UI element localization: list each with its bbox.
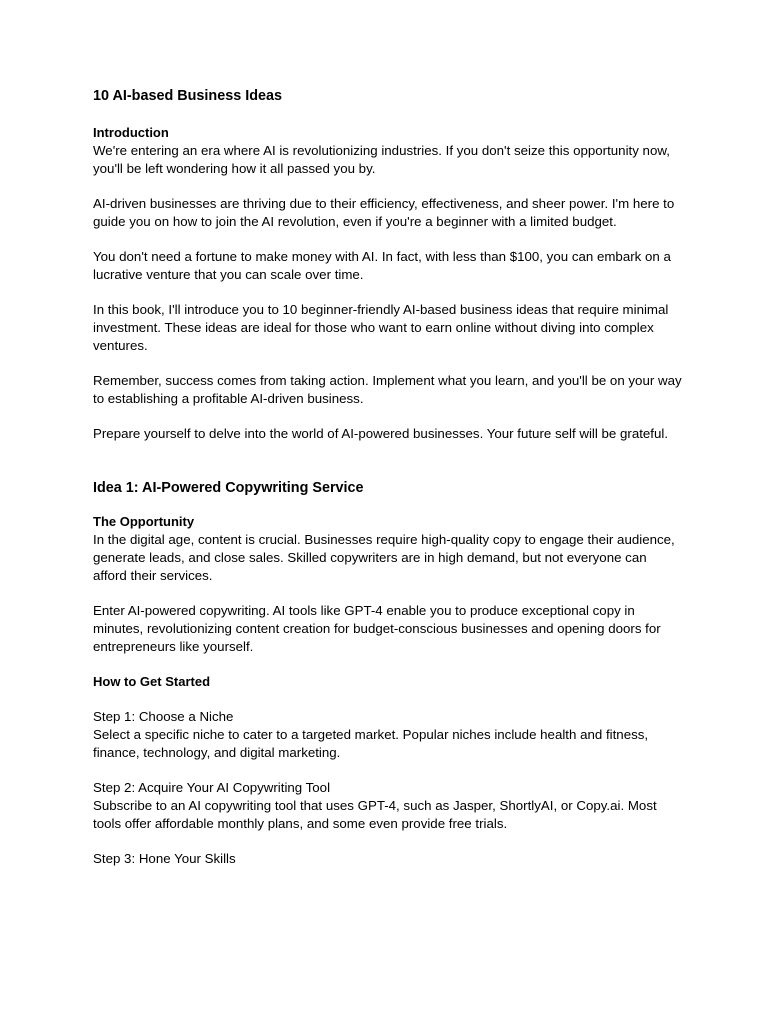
document-content — [93, 86, 683, 868]
opportunity-paragraph-1: In the digital age, content is crucial. Businesses require high-quality copy to engage their audience, generate leads, and close sales. Skilled copywriters are in high demand, but not everyone can afford their services. — [93, 532, 675, 583]
idea-1-title: Idea 1: AI-Powered Copywriting Service — [93, 480, 364, 496]
intro-paragraph-2: AI-driven businesses are thriving due to their efficiency, effectiveness, and sheer power. I'm here to guide you on how to join the AI revolution, even if you're a beginner with a limited budget. — [93, 196, 675, 229]
intro-paragraph-1: We're entering an era where AI is revolutionizing industries. If you don't seize this opportunity now, you'll be left wondering how it all passed you by. — [93, 143, 670, 176]
step-1-text: Select a specific niche to cater to a targeted market. Popular niches include health and fitness, finance, technology, and digital marketing. — [93, 727, 649, 760]
document-title: 10 AI-based Business Ideas — [93, 88, 283, 104]
opportunity-heading: The Opportunity — [93, 514, 195, 529]
intro-paragraph-5: Remember, success comes from taking action. Implement what you learn, and you'll be on your way to establishing a profitable AI-driven business. — [93, 373, 682, 406]
step-3-title: Step 3: Hone Your Skills — [93, 851, 236, 866]
step-2-title: Step 2: Acquire Your AI Copywriting Tool — [93, 780, 331, 795]
intro-paragraph-3: You don't need a fortune to make money with AI. In fact, with less than $100, you can embark on a lucrative venture that you can scale over time. — [93, 249, 671, 282]
step-2-text: Subscribe to an AI copywriting tool that uses GPT-4, such as Jasper, ShortlyAI, or Copy.ai. Most tools offer affordable monthly plans, and some even provide free trials. — [93, 798, 657, 831]
get-started-heading: How to Get Started — [93, 674, 211, 689]
opportunity-paragraph-2: Enter AI-powered copywriting. AI tools like GPT-4 enable you to produce exceptional copy in minutes, revolutionizing content creation for budget-conscious businesses and opening doors for entrepreneurs like yourself. — [93, 603, 661, 654]
step-1-title: Step 1: Choose a Niche — [93, 709, 234, 724]
intro-paragraph-4: In this book, I'll introduce you to 10 beginner-friendly AI-based business ideas that require minimal investment. These ideas are ideal for those who want to earn online without diving into complex ventures. — [93, 302, 669, 353]
intro-paragraph-6: Prepare yourself to delve into the world of AI-powered businesses. Your future self will be grateful. — [93, 426, 669, 441]
introduction-heading: Introduction — [93, 125, 169, 140]
